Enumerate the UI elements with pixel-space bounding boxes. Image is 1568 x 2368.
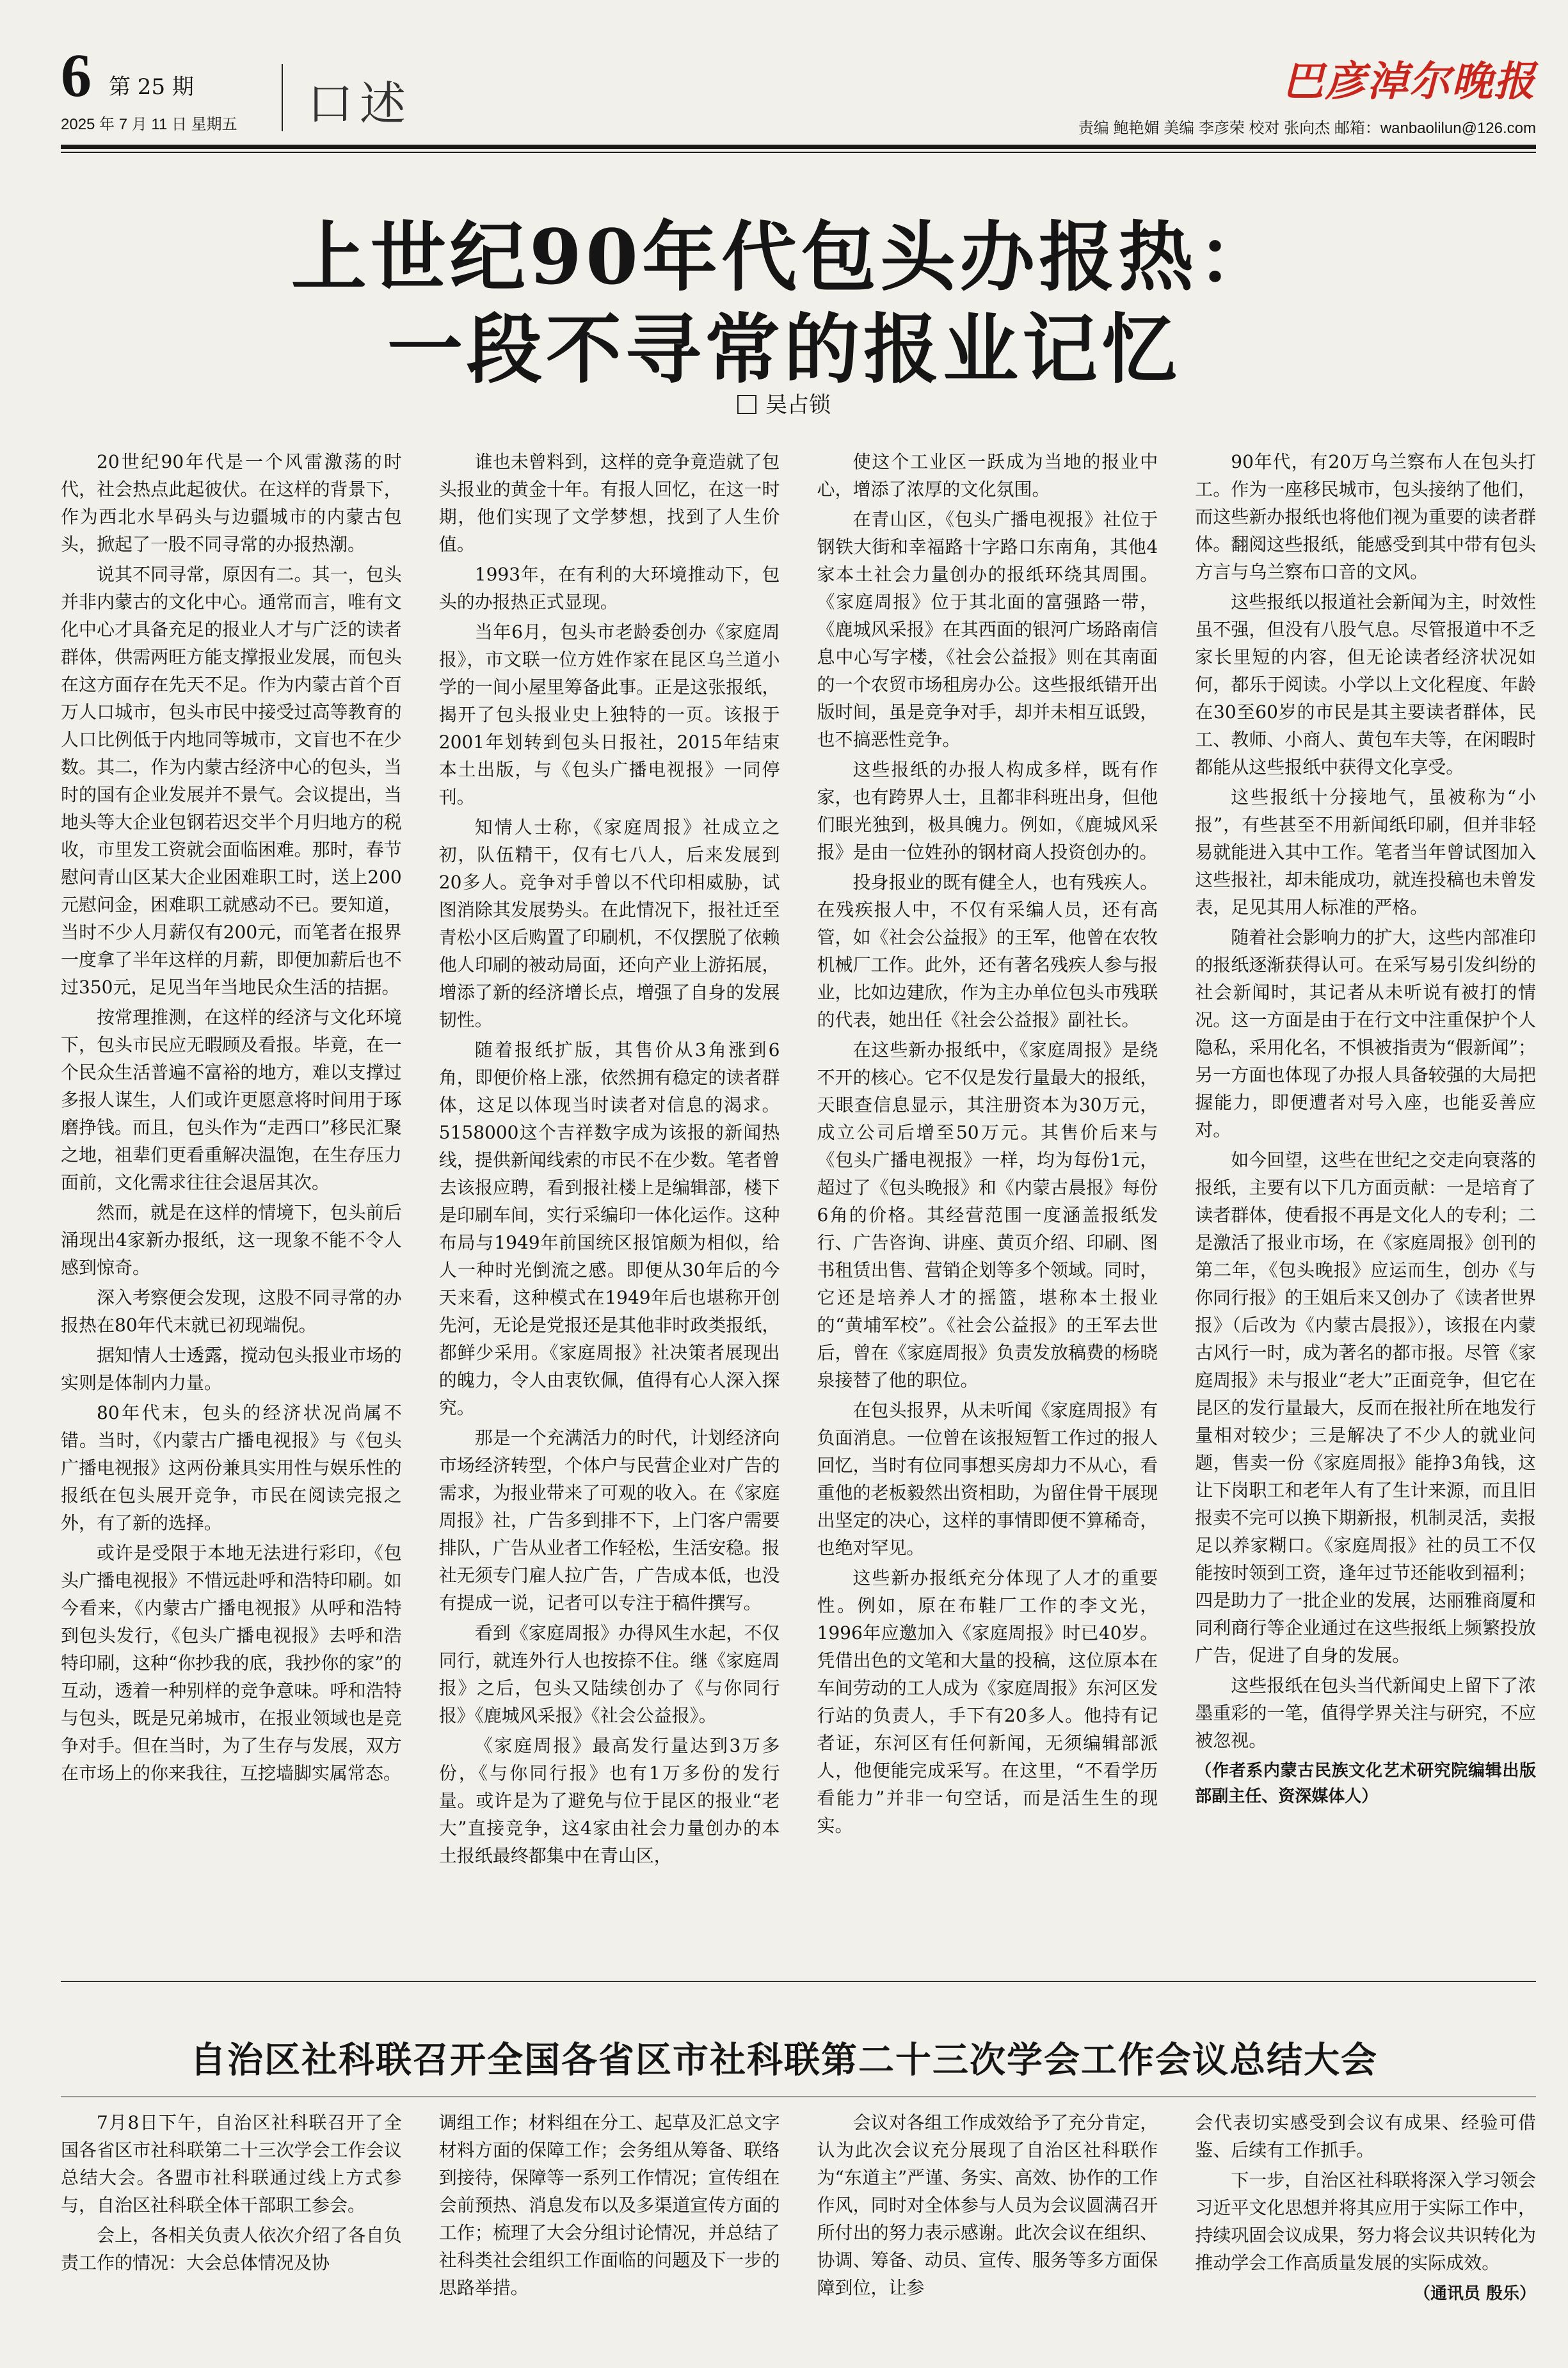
paragraph: 1993年，在有利的大环境推动下，包头的办报热正式显现。 xyxy=(438,564,780,612)
paragraph: 如今回望，这些在世纪之交走向衰落的报纸，主要有以下几方面贡献：一是培育了读者群体，使看报不再是文化人的专利；二是激活了报业市场，在《家庭周报》创刊的第二年，《包头晚报》应运而生，创办《与你同行报》的王姐后来又创办了《读者世界报》（后改为《内蒙古晨报》），该报在内蒙古风行一时，成为著名的都市报。尽管《家庭周报》未与报业“老大”正面竞争，但它在昆区的发行量最大，反而在报社所在地发行量相对较少；三是解决了不少人的就业问题，售卖一份《家庭周报》能挣3角钱，这让下岗职工和老年人有了生计来源，而且旧报卖不完可以换下期新报，机制灵活，卖报足以养家糊口。《家庭周报》社的员工不仅能按时领到工资，逢年过节还能收到福利；四是助力了一批企业的发展，达丽雅商厦和同利商行等企业通过在这些报纸上频繁投放广告，促进了自身的发展。 xyxy=(1195,1149,1536,1666)
news-signoff: （通讯员 殷乐） xyxy=(1413,2284,1536,2303)
paragraph: 看到《家庭周报》办得风生水起，不仅同行，就连外行人也按捺不住。继《家庭周报》之后，包头又陆续创办了《与你同行报》《鹿城风采报》《社会公益报》。 xyxy=(438,1622,780,1726)
header-rule xyxy=(61,145,1536,149)
paragraph: 90年代，有20万乌兰察布人在包头打工。作为一座移民城市，包头接纳了他们，而这些新办报纸也将他们视为重要的读者群体。翻阅这些报纸，能感受到其中带有包头方言与乌兰察布口音的文风。 xyxy=(1195,451,1536,582)
paragraph: 这些新办报纸充分体现了人才的重要性。例如，原在布鞋厂工作的李文光，1996年应邀加入《家庭周报》时已40岁。凭借出色的文笔和大量的投稿，这位原本在车间劳动的工人成为《家庭周报》东河区发行站的负责人，手下有20多人。他持有记者证，东河区有任何新闻，无须编辑部派人，他便能完成采写。在这里，“不看学历看能力”并非一句空话，而是活生生的现实。 xyxy=(817,1567,1158,1836)
publish-date: 2025 年 7 月 11 日 星期五 xyxy=(61,116,237,133)
paragraph: 20世纪90年代是一个风雷激荡的时代，社会热点此起彼伏。在这样的背景下，作为西北水旱码头与边疆城市的内蒙古包头，掀起了一股不同寻常的办报热潮。 xyxy=(61,451,402,555)
paragraph: 或许是受限于本地无法进行彩印，《包头广播电视报》不惜远赴呼和浩特印刷。如今看来，《内蒙古广播电视报》从呼和浩特到包头发行，《包头广播电视报》去呼和浩特印刷，这种“你抄我的底，我抄你的家”的互动，透着一种别样的竞争意味。呼和浩特与包头，既是兄弟城市，在报业领域也是竞争对手。但在当时，为了生存与发展，双方在市场上的你来我往，互挖墙脚实属常态。 xyxy=(61,1542,402,1784)
news-column xyxy=(439,2109,780,2320)
byline xyxy=(0,387,1568,419)
section-divider xyxy=(61,1981,1536,1982)
author-name: 吴占锁 xyxy=(765,392,831,418)
newspaper-logo: 巴彦淖尔晚报 xyxy=(1283,58,1536,106)
paragraph: 在这些新办报纸中，《家庭周报》是绕不开的核心。它不仅是发行量最大的报纸，天眼查信息显示，其注册资本为30万元，成立公司后增至50万元。其售价后来与《包头广播电视报》一样，均为每份1元，超过了《包头晚报》和《内蒙古晨报》每份6角的价格。其经营范围一度涵盖报纸发行、广告咨询、讲座、黄页介绍、印刷、图书租赁出售、营销企划等多个领域。同时，它还是培养人才的摇篮，堪称本土报业的“黄埔军校”。《社会公益报》的王军去世后，曾在《家庭周报》负责发放稿费的杨晓泉接替了他的职位。 xyxy=(817,1039,1158,1391)
paragraph: 80年代末，包头的经济状况尚属不错。当时，《内蒙古广播电视报》与《包头广播电视报》这两份兼具实用性与娱乐性的报纸在包头展开竞争，市民在阅读完报之外，有了新的选择。 xyxy=(61,1402,402,1533)
paragraph: 知情人士称，《家庭周报》社成立之初，队伍精干，仅有七八人，后来发展到20多人。竞争对手曾以不代印相威胁，试图消除其发展势头。在此情况下，报社迁至青松小区后购置了印刷机，不仅摆脱了依赖他人印刷的被动局面，还向产业上游拓展，增添了新的经济增长点，增强了自身的发展韧性。 xyxy=(438,817,780,1030)
page-number: 6 xyxy=(61,41,92,109)
paragraph: 《家庭周报》最高发行量达到3万多份，《与你同行报》也有1万多份的发行量。或许是为了避免与位于昆区的报业“老大”直接竞争，这4家由社会力量创办的本土报纸最终都集中在青山区， xyxy=(438,1735,780,1866)
section-title: 口述 xyxy=(307,77,413,131)
article-column xyxy=(61,448,402,1955)
paragraph: 7月8日下午，自治区社科联召开了全国各省区市社科联第二十三次学会工作会议总结大会。各盟市社科联通过线上方式参与，自治区社科联全体干部职工参会。 xyxy=(61,2112,402,2216)
paragraph: 深入考察便会发现，这股不同寻常的办报热在80年代末就已初现端倪。 xyxy=(61,1287,402,1336)
header-rule-thin xyxy=(61,152,1536,153)
issue-number: 第 25 期 xyxy=(109,74,194,100)
byline-box-icon xyxy=(737,395,756,414)
paragraph: 随着报纸扩版，其售价从3角涨到6角，即便价格上涨，依然拥有稳定的读者群体，这足以体现当时读者对信息的渴求。5158000这个吉祥数字成为该报的新闻热线，提供新闻线索的市民不在少数。笔者曾去该报应聘，看到报社楼上是编辑部，楼下是印刷车间，实行采编印一体化运作。这种布局与1949年前国统区报馆颇为相似，给人一种时光倒流之感。即便从30年后的今天来看，这种模式在1949年后也堪称开创先河，无论是党报还是其他非时政类报纸，都鲜少采用。《家庭周报》社决策者展现出的魄力，令人由衷钦佩，值得有心人深入探究。 xyxy=(438,1039,780,1418)
paragraph: 使这个工业区一跃成为当地的报业中心，增添了浓厚的文化氛围。 xyxy=(817,451,1158,500)
paragraph: 投身报业的既有健全人，也有残疾人。在残疾报人中，不仅有采编人员，还有高管，如《社会公益报》的王军，他曾在农牧机械厂工作。此外，还有著名残疾人参与报业，比如边建欣，作为主办单位包头市残联的代表，她出任《社会公益报》副社长。 xyxy=(817,872,1158,1030)
headline-line-2: 一段不寻常的报业记忆 xyxy=(387,305,1181,394)
article-column xyxy=(439,448,780,1955)
header-divider xyxy=(282,64,283,131)
paragraph: 这些报纸以报道社会新闻为主，时效性虽不强，但没有八股气息。尽管报道中不乏家长里短的内容，但无论读者经济状况如何，都乐于阅读。小学以上文化程度、年龄在30至60岁的市民是其主要读者群体，民工、教师、小商人、黄包车夫等，在闲暇时都能从这些报纸中获得文化享受。 xyxy=(1195,591,1536,778)
paragraph: 这些报纸十分接地气，虽被称为“小报”，有些甚至不用新闻纸印刷，但并非轻易就能进入其中工作。笔者当年曾试图加入这些报社，却未能成功，就连投稿也未曾发表，足见其用人标准的严格。 xyxy=(1195,787,1536,918)
paragraph: 那是一个充满活力的时代，计划经济向市场经济转型，个体户与民营企业对广告的需求，为报业带来了可观的收入。在《家庭周报》社，广告多到排不下，上门客户需要排队，广告从业者工作轻松，生活安稳。报社无须专门雇人拉广告，广告成本低，也没有提成一说，记者可以专注于稿件撰写。 xyxy=(438,1427,780,1613)
paragraph: 谁也未曾料到，这样的竞争竟造就了包头报业的黄金十年。有报人回忆，在这一时期，他们实现了文学梦想，找到了人生价值。 xyxy=(438,451,780,555)
paragraph: 在青山区，《包头广播电视报》社位于钢铁大街和幸福路十字路口东南角，其他4家本土社会力量创办的报纸环绕其周围。《家庭周报》位于其北面的富强路一带，《鹿城风采报》在其西面的银河广场路南信息中心写字楼，《社会公益报》则在其南面的一个农贸市场租房办公。这些报纸错开出版时间，虽是竞争对手，却并未相互诋毁，也不搞恶性竞争。 xyxy=(817,509,1158,750)
news-column xyxy=(817,2109,1158,2320)
news-column xyxy=(61,2109,402,2320)
paragraph: 说其不同寻常，原因有二。其一，包头并非内蒙古的文化中心。通常而言，唯有文化中心才具备充足的报业人才与广泛的读者群体，供需两旺方能支撑报业发展，而包头在这方面存在先天不足。作为内蒙古首个百万人口城市，包头市民中接受过高等教育的人口比例低于内地同等城市，文盲也不在少数。其二，作为内蒙古经济中心的包头，当时的国有企业发展并不景气。会议提出，当地头等大企业包钢若迟交半个月归地方的税收，市里发工资就会面临困难。那时，春节慰问青山区某大企业困难职工时，送上200元慰问金，困难职工就感动不已。要知道，当时不少人月薪仅有200元，而笔者在报界一度拿了半年这样的月薪，即便加薪后也不过350元，足见当年当地民众生活的拮据。 xyxy=(61,564,402,998)
article-column xyxy=(1195,448,1536,1955)
paragraph: 会代表切实感受到会议有成果、经验可借鉴、后续有工作抓手。 xyxy=(1195,2112,1536,2161)
article-headline xyxy=(0,211,1568,396)
news-body xyxy=(61,2109,1536,2320)
paragraph: 会议对各组工作成效给予了充分肯定，认为此次会议充分展现了自治区社科联作为“东道主”严谨、务实、高效、协作的工作作风，同时对全体参与人员为会议圆满召开所付出的努力表示感谢。此次会议在组织、协调、筹备、动员、宣传、服务等多方面保障到位，让参 xyxy=(817,2112,1158,2298)
news-column xyxy=(1195,2109,1536,2320)
paragraph: 调组工作；材料组在分工、起草及汇总文字材料方面的保障工作；会务组从筹备、联络到接待，保障等一系列工作情况；宣传组在会前预热、消息发布以及多渠道宣传方面的工作；梳理了大会分组讨论情况，并总结了社科类社会组织工作面临的问题及下一步的思路举措。 xyxy=(438,2112,780,2298)
article-column xyxy=(817,448,1158,1955)
news-headline: 自治区社科联召开全国各省区市社科联第二十三次学会工作会议总结大会 xyxy=(190,2039,1378,2081)
author-note: （作者系内蒙古民族文化艺术研究院编辑出版部副主任、资深媒体人） xyxy=(1195,1761,1536,1806)
paragraph: 据知情人士透露，搅动包头报业市场的实则是体制内力量。 xyxy=(61,1345,402,1393)
paragraph: 按常理推测，在这样的经济与文化环境下，包头市民应无暇顾及看报。毕竟，在一个民众生活普遍不富裕的地方，难以支撑过多报人谋生，人们或许更愿意将时间用于琢磨挣钱。而且，包头作为“走西口”移民汇聚之地，祖辈们更看重解决温饱，在生存压力面前，文化需求往往会退居其次。 xyxy=(61,1007,402,1193)
paragraph: 当年6月，包头市老龄委创办《家庭周报》，市文联一位方姓作家在昆区乌兰道小学的一间小屋里筹备此事。正是这张报纸，揭开了包头报业史上独特的一页。该报于2001年划转到包头日报社，2015年结束本土出版，与《包头广播电视报》一同停刊。 xyxy=(438,621,780,808)
page-header xyxy=(61,41,1536,141)
paragraph: 然而，就是在这样的情境下，包头前后涌现出4家新办报纸，这一现象不能不令人感到惊奇。 xyxy=(61,1202,402,1278)
headline-line-1: 上世纪90年代包头办报热： xyxy=(291,212,1277,301)
paragraph: 下一步，自治区社科联将深入学习领会习近平文化思想并将其应用于实际工作中，持续巩固会议成果，努力将会议共识转化为推动学会工作高质量发展的实际成效。 xyxy=(1195,2170,1536,2273)
paragraph: 随着社会影响力的扩大，这些内部准印的报纸逐渐获得认可。在采写易引发纠纷的社会新闻时，其记者从未听说有被打的情况。这一方面是由于在行文中注重保护个人隐私，采用化名，不惧被指责为“假新闻”；另一方面也体现了办报人具备较强的大局把握能力，即便遭者对号入座，也能妥善应对。 xyxy=(1195,927,1536,1140)
news-divider xyxy=(61,2096,1536,2097)
paragraph: 在包头报界，从未听闻《家庭周报》有负面消息。一位曾在该报短暂工作过的报人回忆，当时有位同事想买房却力不从心，看重他的老板毅然出资相助，为留住骨干展现出坚定的决心，这样的事情即便不算稀奇，也绝对罕见。 xyxy=(817,1400,1158,1558)
editor-credits: 责编 鲍艳媚 美编 李彦荣 校对 张向杰 邮箱：wanbaolilun@126.com xyxy=(1078,120,1536,137)
paragraph: 这些报纸的办报人构成多样，既有作家，也有跨界人士，且都非科班出身，但他们眼光独到，极具魄力。例如，《鹿城风采报》是由一位姓孙的钢材商人投资创办的。 xyxy=(817,759,1158,863)
article-body xyxy=(61,448,1536,1955)
paragraph: 这些报纸在包头当代新闻史上留下了浓墨重彩的一笔，值得学界关注与研究，不应被忽视。 xyxy=(1195,1675,1536,1751)
paragraph: 会上，各相关负责人依次介绍了各自负责工作的情况：大会总体情况及协 xyxy=(61,2225,402,2273)
